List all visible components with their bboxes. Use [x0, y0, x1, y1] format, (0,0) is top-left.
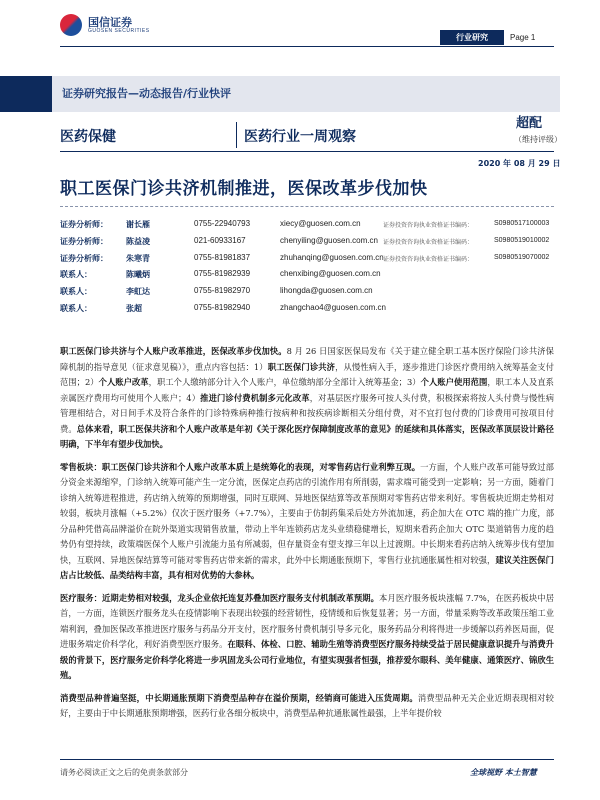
- body-text: ，从慢性病入手，逐步推进门诊医疗费用纳入统筹基金支付范围；2）: [60, 361, 554, 387]
- contact-role: 联系人：: [60, 287, 92, 297]
- page-number: Page 1: [510, 33, 536, 42]
- analyst-name: 陈益凌: [126, 236, 150, 246]
- analyst-email-link[interactable]: xiecy@guosen.com.cn: [280, 219, 361, 228]
- rating-note: （维持评级）: [514, 135, 562, 144]
- analyst-cert-number: S0980519010002: [494, 236, 550, 244]
- body-text: 8 月 26 日国家医保局发布《关于建立健全职工基本医疗保险门诊共济保障机制的指导意见（征求意见稿）》，重点内容包括：1）: [60, 346, 554, 372]
- paragraph-medical-services: [60, 591, 554, 684]
- body-text: 消费型品种无关企业近期表现相对较好，主要由于中长期通胀预期增强，医药行业各细分板块中，消费型品种抗通胀属性最强，上半年提价较: [60, 692, 554, 718]
- analyst-cert-label: 证券投资咨询执业资格证书编码：: [383, 222, 474, 229]
- paragraph-retail: [60, 460, 554, 584]
- contact-name: 陈曦炳: [126, 270, 150, 280]
- analyst-row: [60, 219, 560, 236]
- report-body: [60, 344, 554, 722]
- contact-phone: 0755-81982940: [194, 302, 251, 312]
- bold-text: 推进门诊付费机制多元化改革: [200, 392, 310, 403]
- analyst-email-link[interactable]: zhuhanqing@guosen.com.cn: [280, 252, 384, 262]
- bold-text: 总体来看，职工医保共济和个人账户改革是年初《关于深化医疗保障制度改革的意见》的延续和具体落实，医保改革顶层设计路径明确，下半年有望步伐加快。: [60, 423, 554, 449]
- bold-text: 在眼科、体检、口腔、辅助生殖等消费型医疗服务持续受益于居民健康意识提升与消费升级的背景下，医疗服务定价科学化将进一步巩固龙头公司行业地位，有望实现强者恒强，推荐爱尔眼科、美年健康、通策医疗、锦欣生殖。: [60, 639, 554, 680]
- analyst-role: 证券分析师：: [60, 236, 108, 246]
- bold-text: 职工医保门诊共济: [267, 361, 336, 372]
- headline-divider: [60, 206, 554, 207]
- analyst-cert-number: S0980519070002: [494, 253, 550, 261]
- analyst-cert-label: 证券投资咨询执业资格证书编码：: [383, 255, 474, 263]
- contact-name: 李虹达: [126, 287, 150, 297]
- report-category-banner: 证券研究报告—动态报告/行业快评: [0, 76, 560, 112]
- analyst-list: [60, 219, 560, 320]
- analyst-cert-number: S0980517100003: [494, 220, 550, 227]
- analyst-role: 证券分析师：: [60, 220, 108, 229]
- sector-label: 医药保健: [60, 129, 116, 145]
- contact-row: [60, 269, 560, 286]
- body-text: 本月医疗服务板块涨幅 7.7%，在医药板块中居首，一方面，连锁医疗服务龙头在疫情影响下表现出较强的经营韧性，疫情缓和后恢复显著；另一方面，带量采购等改革政策压缩工业端利润，叠加医保改革推进医疗服务与药品分开支付，医疗服务付费机制引导多元化，服务药品分利将得进一步缓解以药养医局面，促进服务端定价科学化，利好消费型医疗服务。: [60, 592, 554, 649]
- body-text: ，对基层医疗服务可按人头付费，积极探索将按人头付费与慢性病管理相结合，对日间手术及符合条件的门诊特殊病种推行按病种和按疾病诊断相关分组付费，对不宜打包付费的门诊费用可按项目付费。: [60, 392, 554, 434]
- contact-role: 联系人：: [60, 270, 92, 280]
- body-text: ，职工本人及直系亲属医疗费用均可使用个人账户；4）: [60, 377, 554, 403]
- footer-slogan: 全球视野 本土智慧: [470, 768, 537, 777]
- bold-text: 建议关注医保门店占比较低、品类结构丰富，具有相对优势的大参林。: [60, 554, 554, 580]
- analyst-name: 朱寒青: [126, 253, 150, 263]
- contact-email-link[interactable]: chenxibing@guosen.com.cn: [280, 269, 381, 279]
- contact-phone: 0755-81982970: [194, 286, 251, 296]
- contact-phone: 0755-81982939: [194, 269, 251, 279]
- footer-divider: [60, 759, 554, 760]
- bold-text: 职工医保门诊共济与个人账户改革推进，医保改革步伐加快。: [60, 346, 287, 356]
- header-divider: [60, 46, 554, 47]
- analyst-row: [60, 253, 560, 270]
- bold-text: 消费型品种普遍坚挺，中长期通胀预期下消费型品种存在溢价预期，经销商可能进入压货周期。: [60, 692, 418, 703]
- title-divider: [236, 122, 237, 148]
- page-title: 职工医保门诊共济机制推进，医保改革步伐加快: [60, 179, 428, 199]
- bold-text: 医疗服务：近期走势相对较强，龙头企业依托连复苏叠加医疗服务支付机制改革预期。: [60, 592, 380, 603]
- contact-row: [60, 286, 560, 303]
- logo-chinese-name: 国信证券: [88, 16, 132, 29]
- footer-disclaimer: 请务必阅读正文之后的免责条款部分: [60, 768, 188, 777]
- analyst-phone: 0755-81981837: [194, 252, 251, 262]
- report-type-tag: 行业研究: [440, 30, 504, 45]
- paragraph-policy: [60, 344, 554, 453]
- contact-email-link[interactable]: lihongda@guosen.com.cn: [280, 286, 373, 296]
- body-text: ，职工个人缴纳部分计入个人账户，单位缴纳部分全部计入统筹基金；3）: [148, 377, 421, 387]
- bold-text: 个人账户改革: [98, 377, 149, 387]
- report-series-title: 医药行业一周观察: [244, 129, 356, 145]
- contact-role: 联系人：: [60, 303, 92, 313]
- contact-row: [60, 303, 560, 320]
- analyst-phone: 0755-22940793: [194, 219, 251, 228]
- report-date: 2020 年 08 月 29 日: [478, 159, 561, 168]
- analyst-phone: 021-60933167: [194, 235, 246, 245]
- meta-divider: [60, 151, 554, 152]
- contact-email-link[interactable]: zhangchao4@guosen.com.cn: [280, 302, 386, 312]
- analyst-cert-label: 证券投资咨询执业资格证书编码：: [383, 238, 474, 246]
- analyst-email-link[interactable]: chenyiling@guosen.com.cn: [280, 235, 378, 245]
- body-text: 一方面，个人账户改革可能导致过部分资金来源缩窄，门诊纳入统筹可能产生一定分流，医保定点药店的引流作用有所削弱，需求端可能受到一定影响；另一方面，随着门诊纳入统筹进程推进，药店纳入统筹的预期增强，同时互联网、异地医保结算等改革预期对零售药店带来利好。零售板块近期走势相对较弱，板块月涨幅（+5.2%）仅次于医疗服务（+7.7%），主要由于仿制药集采后处方外流加速，药企加大在 OTC 端的推广力度，部分品种凭借高品牌溢价在院外渠道实现销售放量，带动上半年连锁药店龙头业绩稳健增长，短期来看药企加大 OTC 渠道销售力度的趋势仍有望持续，政策端医保个人账户引流能力虽有所减弱，但存量资金有望支撑三年以上过渡期。中长期来看药店纳入统筹步伐有望加快，互联网、异地医保结算等可能对零售药店带来新的需求，此外中长期通胀预期下，零售行业抗通胀属性相对较强，: [60, 461, 554, 565]
- analyst-name: 谢长雁: [126, 220, 150, 229]
- analyst-role: 证券分析师：: [60, 253, 108, 263]
- logo-english-name: GUOSEN SECURITIES: [88, 28, 150, 34]
- contact-name: 张超: [126, 303, 142, 313]
- analyst-row: [60, 236, 560, 253]
- bold-text: 零售板块：职工医保门诊共济和个人账户改革本质上是统筹化的表现，对零售药店行业利弊互现。: [60, 461, 421, 472]
- investment-rating: 超配: [516, 116, 543, 131]
- guosen-logo-icon: [60, 14, 82, 36]
- bold-text: 个人账户使用范围: [420, 377, 488, 387]
- paragraph-consumer: [60, 691, 554, 722]
